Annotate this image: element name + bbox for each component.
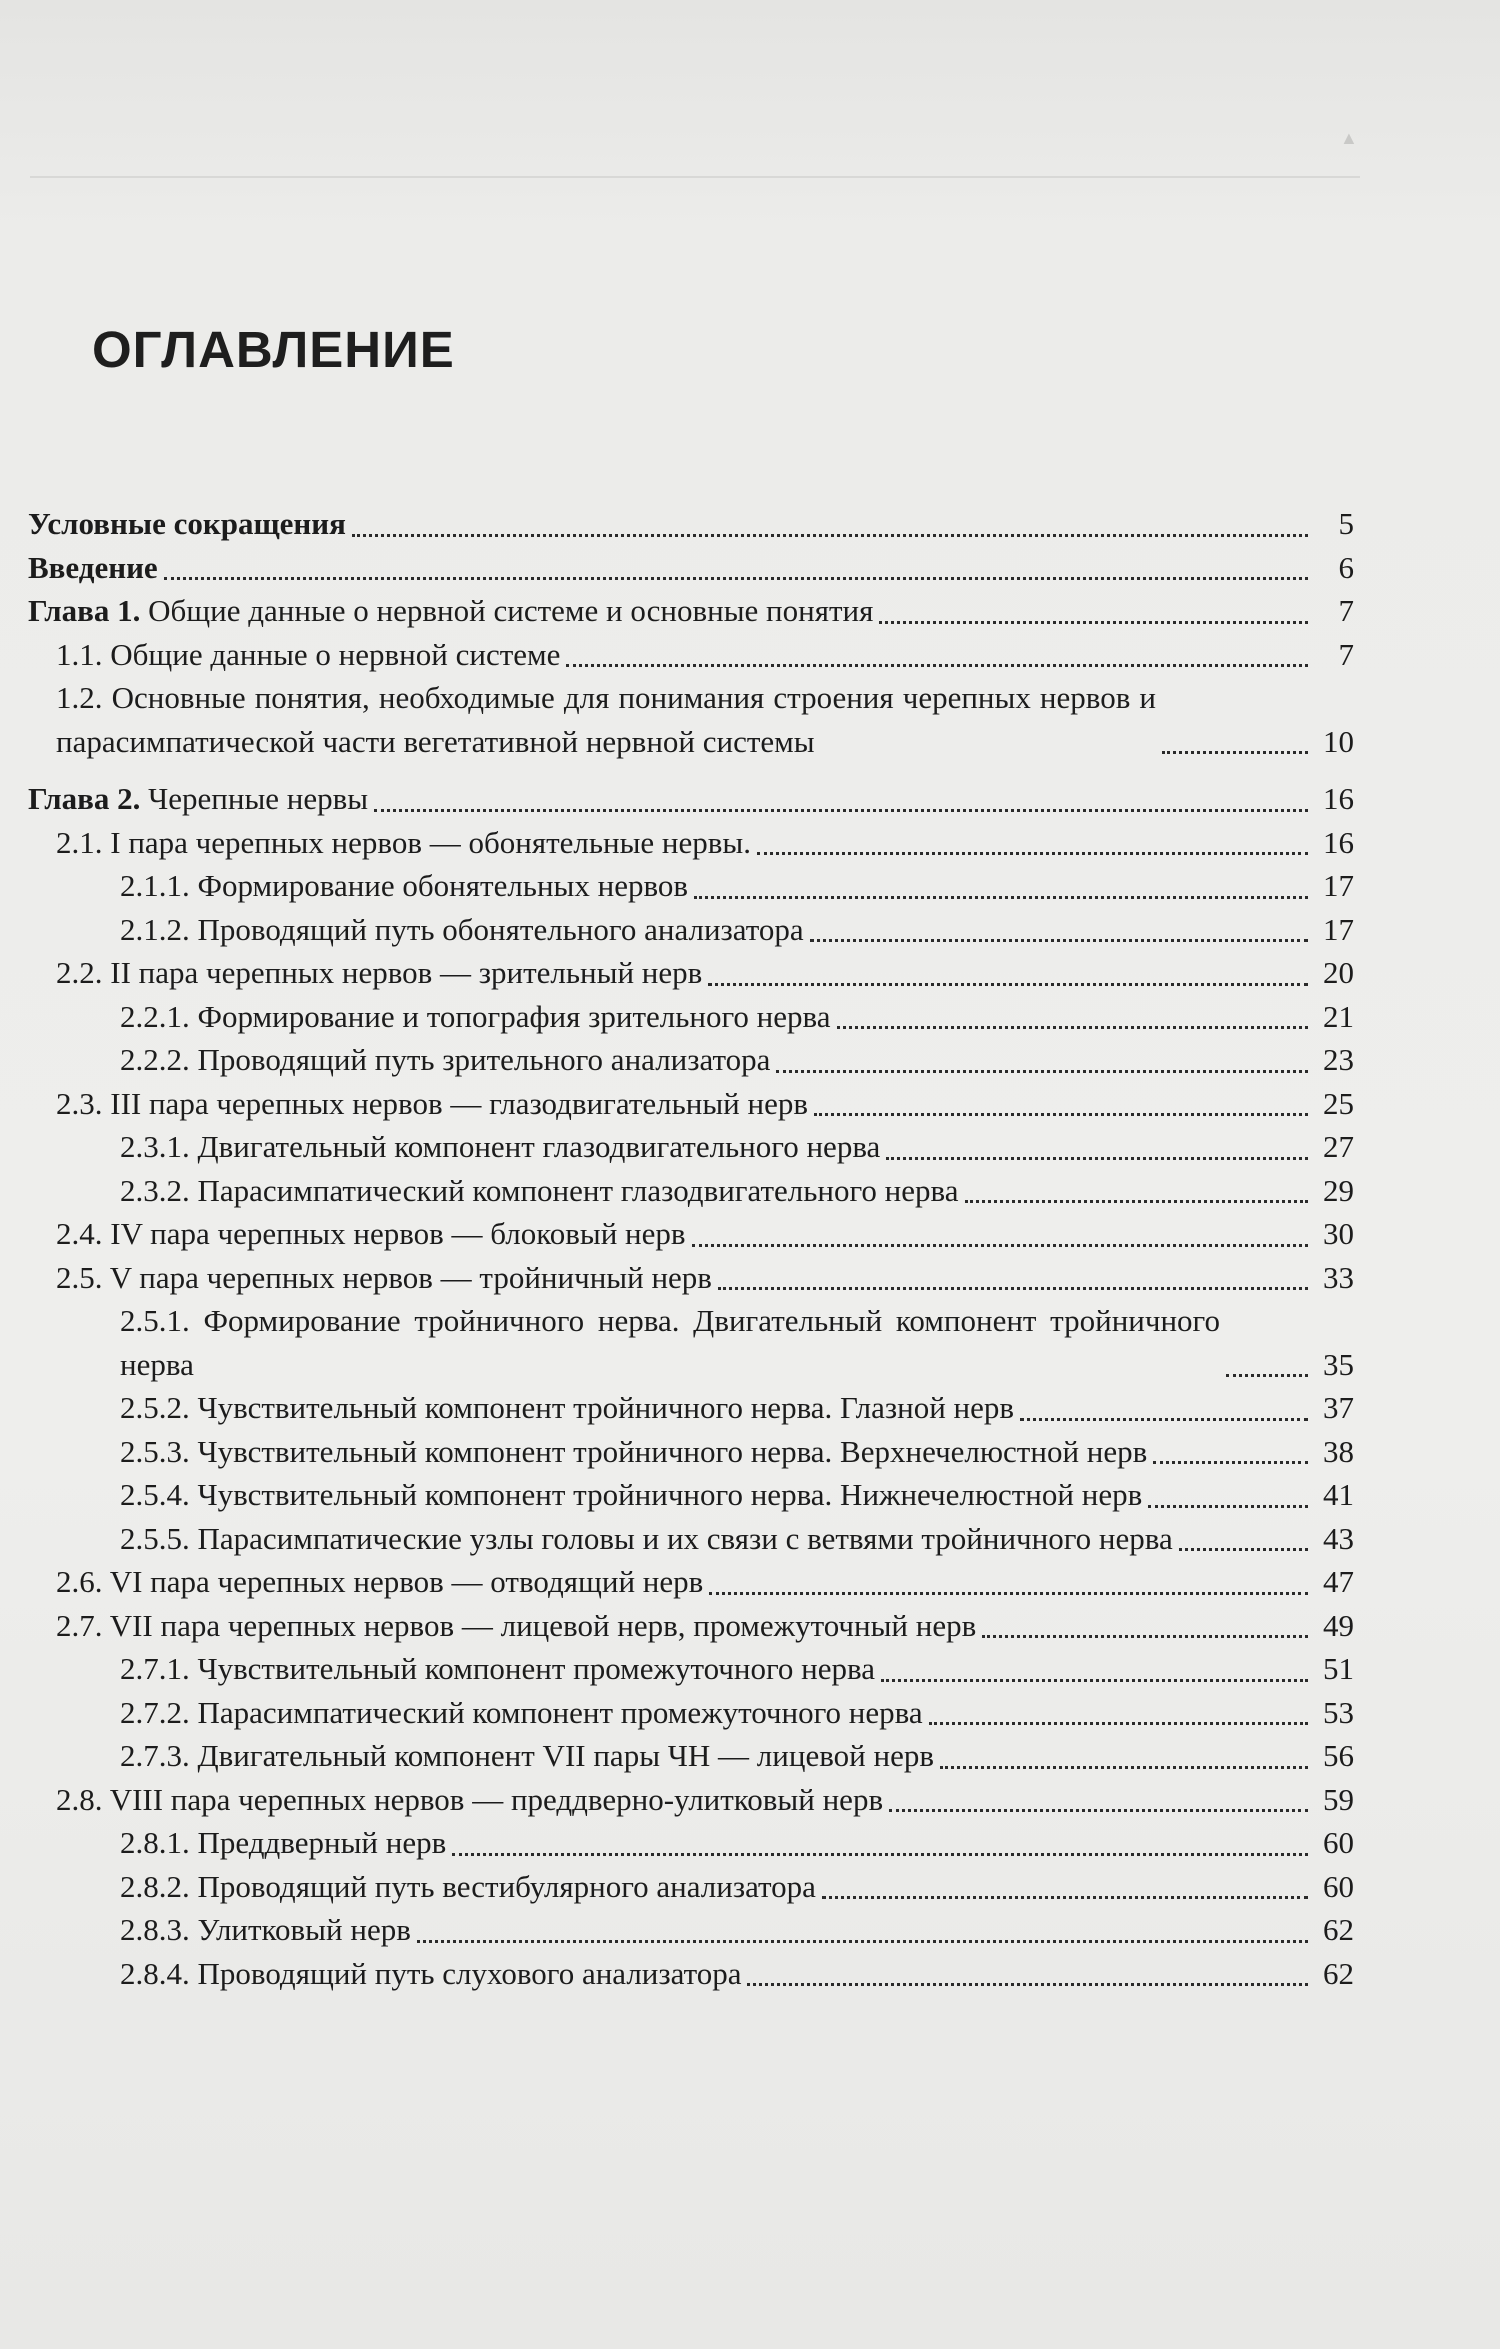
dot-leader	[164, 567, 1308, 580]
toc-entry-title: Условные сокращения	[28, 506, 346, 541]
toc-entry-number: 2.1.1.	[120, 868, 190, 903]
toc-page-number: 20	[1323, 955, 1354, 990]
toc-entry[interactable]	[28, 1256, 1354, 1300]
dot-leader	[886, 1147, 1308, 1160]
toc-entry-title: VII пара черепных нервов — лицевой нерв, промежуточный нерв	[109, 1607, 977, 1643]
dot-leader	[718, 1277, 1308, 1290]
dot-leader	[776, 1060, 1308, 1073]
toc-entry-label	[56, 1082, 808, 1126]
toc-entry-title: Двигательный компонент глазодвигательного нерва	[197, 1129, 881, 1164]
toc-entry-number: 2.5.4.	[120, 1477, 190, 1512]
toc-entry-number: 2.7.2.	[120, 1694, 190, 1730]
toc-entry-label	[120, 1952, 741, 1996]
dot-leader	[1162, 741, 1308, 754]
show-through-rule	[30, 176, 1360, 178]
toc-entry-label	[56, 633, 560, 677]
toc-entry-number: 2.8.3.	[120, 1912, 190, 1947]
toc-entry-number: 2.6.	[56, 1564, 103, 1599]
toc-entry-label	[120, 1169, 959, 1213]
toc-entry-label	[120, 1299, 1220, 1386]
toc-entry-number: 2.1.	[56, 824, 103, 860]
dot-leader	[940, 1756, 1308, 1769]
toc-entry[interactable]	[28, 821, 1354, 865]
dot-leader	[709, 1582, 1308, 1595]
toc-entry[interactable]	[28, 1734, 1354, 1778]
toc-entry-title: Улитковый нерв	[197, 1912, 411, 1947]
toc-entry-number: 1.2.	[56, 680, 103, 715]
page-title: ОГЛАВЛЕНИЕ	[92, 321, 455, 378]
toc-entry[interactable]	[28, 1212, 1354, 1256]
toc-page-number: 30	[1323, 1216, 1354, 1251]
toc-entry-title: Чувствительный компонент тройничного нерва. Нижнечелюстной нерв	[197, 1477, 1143, 1512]
toc-page-number: 5	[1338, 506, 1354, 541]
dot-leader	[929, 1712, 1308, 1725]
toc-entry-title: IV пара черепных нервов — блоковый нерв	[110, 1216, 686, 1251]
toc-entry-number: 2.5.3.	[120, 1433, 190, 1469]
toc-page-number: 62	[1323, 1912, 1354, 1947]
dot-leader	[814, 1103, 1308, 1116]
dot-leader	[694, 886, 1308, 899]
toc-page-number: 43	[1323, 1520, 1354, 1556]
toc-entry-label	[120, 1908, 411, 1952]
dot-leader	[566, 654, 1308, 667]
toc-entry-title: Парасимпатический компонент промежуточного нерва	[197, 1694, 923, 1730]
toc-page-number: 56	[1323, 1738, 1354, 1773]
toc-page-number: 37	[1323, 1390, 1354, 1425]
toc-entry[interactable]	[28, 1560, 1354, 1604]
toc-entry-title: Парасимпатические узлы головы и их связи с ветвями тройничного нерва	[197, 1520, 1173, 1556]
toc-entry-title: Формирование и топография зрительного нерва	[197, 998, 831, 1034]
toc-entry[interactable]	[28, 1517, 1354, 1561]
toc-entry-title: Проводящий путь обонятельного анализатора	[197, 911, 804, 947]
toc-page-number: 49	[1323, 1607, 1354, 1643]
toc-entry-number: 2.2.1.	[120, 998, 190, 1034]
toc-entry-number: Глава 2.	[28, 781, 141, 816]
toc-entry-label	[120, 1430, 1147, 1474]
toc-entry[interactable]	[28, 1778, 1354, 1822]
toc-page-number: 10	[1323, 723, 1354, 759]
toc-entry-number: 1.1.	[56, 636, 103, 672]
toc-entry[interactable]	[28, 546, 1354, 590]
toc-entry-title: Двигательный компонент VII пары ЧН — лицевой нерв	[197, 1738, 934, 1773]
toc-entry-number: 2.3.	[56, 1085, 103, 1121]
toc-entry[interactable]	[28, 1473, 1354, 1517]
toc-page-number: 16	[1323, 781, 1354, 816]
toc-entry-label	[56, 1778, 883, 1822]
dot-leader	[452, 1843, 1308, 1856]
toc-entry[interactable]	[28, 1430, 1354, 1474]
toc-entry[interactable]	[28, 908, 1354, 952]
toc-entry-label	[120, 1125, 880, 1169]
toc-entry-label	[120, 864, 688, 908]
toc-page-number: 7	[1338, 593, 1354, 628]
toc-entry-title: II пара черепных нервов — зрительный нерв	[110, 955, 703, 990]
toc-entry-number: 2.2.	[56, 955, 103, 990]
toc-entry-label	[28, 777, 368, 821]
dot-leader	[708, 973, 1308, 986]
toc-entry[interactable]	[28, 951, 1354, 995]
toc-entry[interactable]	[28, 1865, 1354, 1909]
dot-leader	[417, 1930, 1308, 1943]
toc-page-number: 29	[1323, 1172, 1354, 1208]
toc-entry-number: 2.5.1.	[120, 1303, 190, 1338]
dot-leader	[757, 842, 1308, 855]
toc-page-number: 59	[1323, 1781, 1354, 1817]
toc-page-number: 21	[1323, 998, 1354, 1034]
toc-entry[interactable]	[28, 502, 1354, 546]
dot-leader	[881, 1669, 1308, 1682]
toc-entry-number: 2.2.2.	[120, 1042, 190, 1077]
toc-entry-label	[120, 1386, 1014, 1430]
toc-page-number: 17	[1323, 911, 1354, 947]
toc-page-number: 47	[1323, 1564, 1354, 1599]
toc-page-number: 7	[1338, 636, 1354, 672]
toc-entry-title: Основные понятия, необходимые для понимания строения черепных нервов и парасимпатической части вегетативной нервной системы	[56, 680, 1156, 759]
toc-entry-label	[120, 1865, 816, 1909]
toc-entry-label	[56, 1560, 703, 1604]
toc-entry-title: Проводящий путь зрительного анализатора	[197, 1042, 771, 1077]
toc-page-number: 38	[1323, 1433, 1354, 1469]
toc-entry-title: Чувствительный компонент промежуточного нерва	[197, 1651, 875, 1686]
dot-leader	[889, 1799, 1308, 1812]
toc-entry-number: 2.1.2.	[120, 911, 190, 947]
toc-entry-number: 2.8.4.	[120, 1955, 190, 1991]
table-of-contents	[28, 502, 1354, 1995]
dot-leader	[822, 1886, 1308, 1899]
toc-page-number: 51	[1323, 1651, 1354, 1686]
toc-entry-number: 2.5.5.	[120, 1520, 190, 1556]
dot-leader	[692, 1234, 1308, 1247]
toc-entry-label	[28, 589, 873, 633]
toc-entry[interactable]	[28, 1604, 1354, 1648]
dot-leader	[879, 611, 1308, 624]
toc-page-number: 16	[1323, 824, 1354, 860]
toc-entry-title: Формирование обонятельных нервов	[197, 868, 689, 903]
toc-entry-title: III пара черепных нервов — глазодвигательный нерв	[110, 1085, 808, 1121]
toc-entry-label	[56, 951, 702, 995]
toc-entry[interactable]	[28, 995, 1354, 1039]
toc-entry-label	[120, 1038, 770, 1082]
toc-entry[interactable]	[28, 1125, 1354, 1169]
toc-page-number: 35	[1323, 1346, 1354, 1382]
toc-entry-title: Парасимпатический компонент глазодвигательного нерва	[197, 1172, 959, 1208]
toc-entry-number: 2.8.	[56, 1781, 103, 1817]
dot-leader	[747, 1973, 1308, 1986]
toc-entry-label	[28, 546, 158, 590]
dot-leader	[837, 1016, 1308, 1029]
toc-page-number: 60	[1323, 1868, 1354, 1904]
toc-page-number: 41	[1323, 1477, 1354, 1512]
toc-entry-label	[56, 676, 1156, 763]
toc-entry-label	[56, 1256, 712, 1300]
toc-entry[interactable]	[28, 864, 1354, 908]
toc-entry-number: 2.7.3.	[120, 1738, 190, 1773]
toc-entry-label	[120, 1691, 923, 1735]
toc-entry-label	[120, 1517, 1173, 1561]
toc-entry[interactable]	[28, 777, 1354, 821]
toc-entry-number: 2.8.1.	[120, 1825, 190, 1860]
toc-entry[interactable]	[28, 633, 1354, 677]
toc-page-number: 60	[1323, 1825, 1354, 1860]
toc-entry[interactable]	[28, 1691, 1354, 1735]
toc-page-number: 25	[1323, 1085, 1354, 1121]
dot-leader	[1179, 1538, 1308, 1551]
toc-entry-label	[56, 1212, 686, 1256]
toc-entry-title: VIII пара черепных нервов — преддверно-улитковый нерв	[109, 1781, 884, 1817]
toc-entry-label	[56, 1604, 976, 1648]
toc-entry-number: 2.8.2.	[120, 1868, 190, 1904]
toc-entry-label	[120, 1647, 875, 1691]
toc-entry-title: Общие данные о нервной системе и основные понятия	[148, 593, 874, 628]
toc-entry-title: Черепные нервы	[148, 781, 369, 816]
toc-entry-title: I пара черепных нервов — обонятельные нервы.	[110, 824, 751, 860]
toc-page-number: 23	[1323, 1042, 1354, 1077]
dot-leader	[810, 929, 1308, 942]
toc-entry[interactable]	[28, 1952, 1354, 1996]
toc-entry[interactable]	[28, 1647, 1354, 1691]
toc-entry-number: 2.3.1.	[120, 1129, 190, 1164]
toc-entry-number: 2.4.	[56, 1216, 103, 1251]
toc-entry[interactable]	[28, 1169, 1354, 1213]
toc-entry[interactable]	[28, 1908, 1354, 1952]
toc-entry-number: 2.3.2.	[120, 1172, 190, 1208]
show-through-mark: ▲	[1340, 128, 1358, 148]
dot-leader	[1153, 1451, 1308, 1464]
toc-entry-title: Введение	[28, 549, 158, 585]
dot-leader	[352, 524, 1308, 537]
toc-entry[interactable]	[28, 1082, 1354, 1126]
dot-leader	[1148, 1495, 1308, 1508]
toc-entry-number: 2.5.	[56, 1259, 103, 1295]
toc-entry-label	[56, 821, 751, 865]
toc-entry-title: Проводящий путь вестибулярного анализатора	[197, 1868, 816, 1904]
toc-entry-title: Преддверный нерв	[197, 1825, 447, 1860]
toc-page-number: 62	[1323, 1955, 1354, 1991]
toc-entry[interactable]	[28, 1038, 1354, 1082]
dot-leader	[982, 1625, 1308, 1638]
toc-entry-label	[120, 1821, 446, 1865]
toc-entry-title: Чувствительный компонент тройничного нерва. Верхнечелюстной нерв	[197, 1433, 1148, 1469]
dot-leader	[374, 799, 1308, 812]
toc-entry-title: V пара черепных нервов — тройничный нерв	[109, 1259, 712, 1295]
toc-entry-number: 2.7.1.	[120, 1651, 190, 1686]
toc-entry[interactable]	[28, 1299, 1354, 1386]
toc-entry[interactable]	[28, 676, 1354, 763]
toc-entry-number: 2.7.	[56, 1607, 103, 1643]
toc-entry-number: 2.5.2.	[120, 1390, 190, 1425]
dot-leader	[1020, 1408, 1308, 1421]
toc-entry-title: VI пара черепных нервов — отводящий нерв	[109, 1564, 704, 1599]
toc-entry-label	[120, 1734, 934, 1778]
toc-entry-title: Формирование тройничного нерва. Двигательный компонент тройничного нерва	[120, 1303, 1220, 1382]
dot-leader	[1226, 1364, 1308, 1377]
toc-entry-label	[120, 995, 831, 1039]
toc-entry[interactable]	[28, 589, 1354, 633]
toc-entry-label	[120, 1473, 1142, 1517]
toc-entry-title: Чувствительный компонент тройничного нерва. Глазной нерв	[197, 1390, 1015, 1425]
toc-page-number: 17	[1323, 868, 1354, 903]
dot-leader	[965, 1190, 1308, 1203]
toc-page-number: 27	[1323, 1129, 1354, 1164]
toc-page-number: 53	[1323, 1694, 1354, 1730]
toc-page-number: 6	[1338, 549, 1354, 585]
toc-entry-title: Проводящий путь слухового анализатора	[197, 1955, 742, 1991]
toc-entry[interactable]	[28, 1821, 1354, 1865]
toc-entry-label	[28, 502, 346, 546]
toc-entry-label	[120, 908, 804, 952]
toc-entry-number: Глава 1.	[28, 593, 141, 628]
toc-page-number: 33	[1323, 1259, 1354, 1295]
toc-entry[interactable]	[28, 1386, 1354, 1430]
toc-entry-title: Общие данные о нервной системе	[110, 636, 561, 672]
